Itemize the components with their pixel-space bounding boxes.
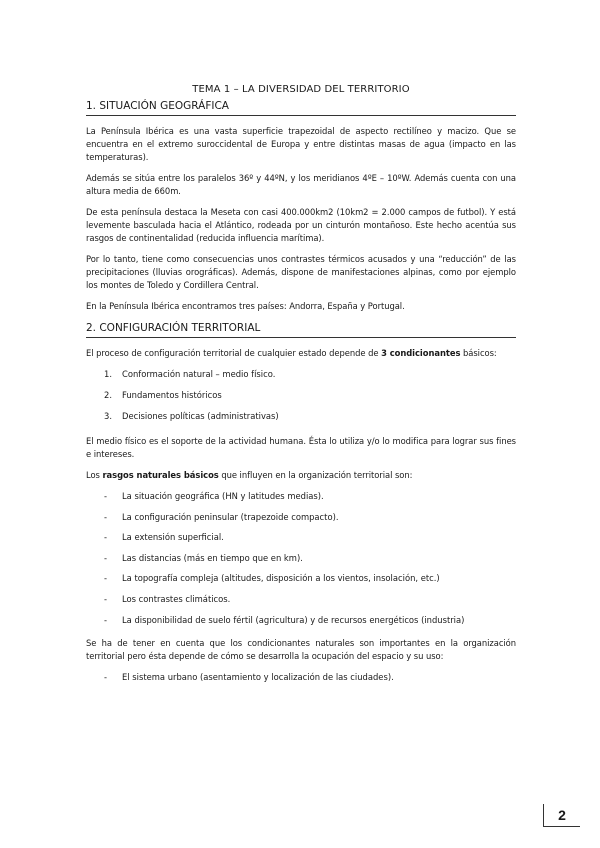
dash-bullet: -: [104, 671, 108, 682]
bold-text: 3 condicionantes: [381, 348, 461, 358]
bold-text: rasgos naturales básicos: [102, 470, 219, 480]
numbered-list: [86, 368, 516, 423]
text-run: que influyen en la organización territorial son:: [218, 470, 413, 480]
list-item-text: La situación geográfica (HN y latitudes medias).: [122, 491, 324, 501]
list-item: [86, 671, 516, 684]
text-run: Los: [86, 470, 103, 480]
page-number: 2: [543, 804, 580, 827]
list-item-text: La topografía compleja (altitudes, disposición a los vientos, insolación, etc.): [122, 573, 440, 584]
text-run: básicos:: [460, 348, 497, 358]
list-item-text: El sistema urbano (asentamiento y localización de las ciudades).: [122, 671, 394, 682]
list-item-text: La configuración peninsular (trapezoide compacto).: [122, 511, 339, 522]
list-number: 3.: [104, 411, 112, 421]
list-item: [86, 490, 516, 503]
section-heading-configuracion: 2. CONFIGURACIÓN TERRITORIAL: [86, 321, 516, 338]
list-item: [86, 572, 516, 585]
list-item-text: La extensión superficial.: [122, 532, 224, 543]
dash-bullet: -: [104, 511, 108, 522]
paragraph: Además se sitúa entre los paralelos 36º y 44ºN, y los meridianos 4ºE – 10ºW. Además cuenta con una altura media de 660m.: [86, 173, 516, 196]
paragraph: La Península Ibérica es una vasta superficie trapezoidal de aspecto rectilíneo y macizo. Que se encuentra en el extremo suroccidental de Europa y entre distintas masas de agua (impacto en las temperaturas).: [86, 126, 516, 162]
list-item: [86, 511, 516, 524]
list-item: [86, 614, 516, 627]
list-item-text: Conformación natural – medio físico.: [122, 369, 276, 379]
document-title: TEMA 1 – LA DIVERSIDAD DEL TERRITORIO: [192, 84, 410, 95]
paragraph: El medio físico es el soporte de la actividad humana. Ésta lo utiliza y/o lo modifica para lograr sus fines e intereses.: [86, 436, 516, 459]
dash-bullet: -: [104, 614, 108, 625]
list-item-text: Los contrastes climáticos.: [122, 593, 231, 604]
list-item: [86, 593, 516, 606]
list-item: [86, 552, 516, 565]
list-item: [86, 368, 516, 381]
dash-list: [86, 490, 516, 627]
list-item: [86, 531, 516, 544]
paragraph: De esta península destaca la Meseta con casi 400.000km2 (10km2 = 2.000 campos de futbol). Y está levemente basculada hacia el Atlántico, rodeada por un cinturón montañoso. Este hecho acentúa sus rasgos de continentalidad (reducida influencia marítima).: [86, 207, 516, 243]
dash-bullet: -: [104, 573, 108, 584]
paragraph: Por lo tanto, tiene como consecuencias unos contrastes térmicos acusados y una “reducción” de las precipitaciones (lluvias orográficas). Además, dispone de manifestaciones alpinas, como por ejemplo los montes de Toledo y Cordillera Central.: [86, 254, 516, 290]
list-item-text: Decisiones políticas (administrativas): [122, 411, 279, 421]
list-item-text: Las distancias (más en tiempo que en km).: [122, 552, 303, 563]
paragraph-intro: [86, 347, 516, 360]
paragraph: En la Península Ibérica encontramos tres países: Andorra, España y Portugal.: [86, 301, 405, 311]
list-item-text: La disponibilidad de suelo fértil (agricultura) y de recursos energéticos (industria): [122, 614, 465, 625]
dash-bullet: -: [104, 491, 108, 501]
paragraph: Se ha de tener en cuenta que los condicionantes naturales son importantes en la organización territorial pero ésta depende de cómo se desarrolla la ocupación del espacio y su uso:: [86, 637, 516, 661]
text-run: El proceso de configuración territorial de cualquier estado depende de: [86, 348, 382, 358]
list-number: 2.: [104, 390, 112, 400]
list-item: [86, 389, 516, 402]
section-heading-situacion: 1. SITUACIÓN GEOGRÁFICA: [86, 99, 516, 116]
list-item-text: Fundamentos históricos: [122, 390, 222, 400]
list-item: [86, 410, 516, 423]
dash-bullet: -: [104, 593, 108, 604]
dash-bullet: -: [104, 532, 108, 543]
dash-bullet: -: [104, 552, 108, 563]
dash-list: [86, 671, 516, 684]
list-number: 1.: [104, 369, 112, 379]
document-page: [86, 83, 516, 694]
paragraph-rasgos: [86, 469, 516, 482]
